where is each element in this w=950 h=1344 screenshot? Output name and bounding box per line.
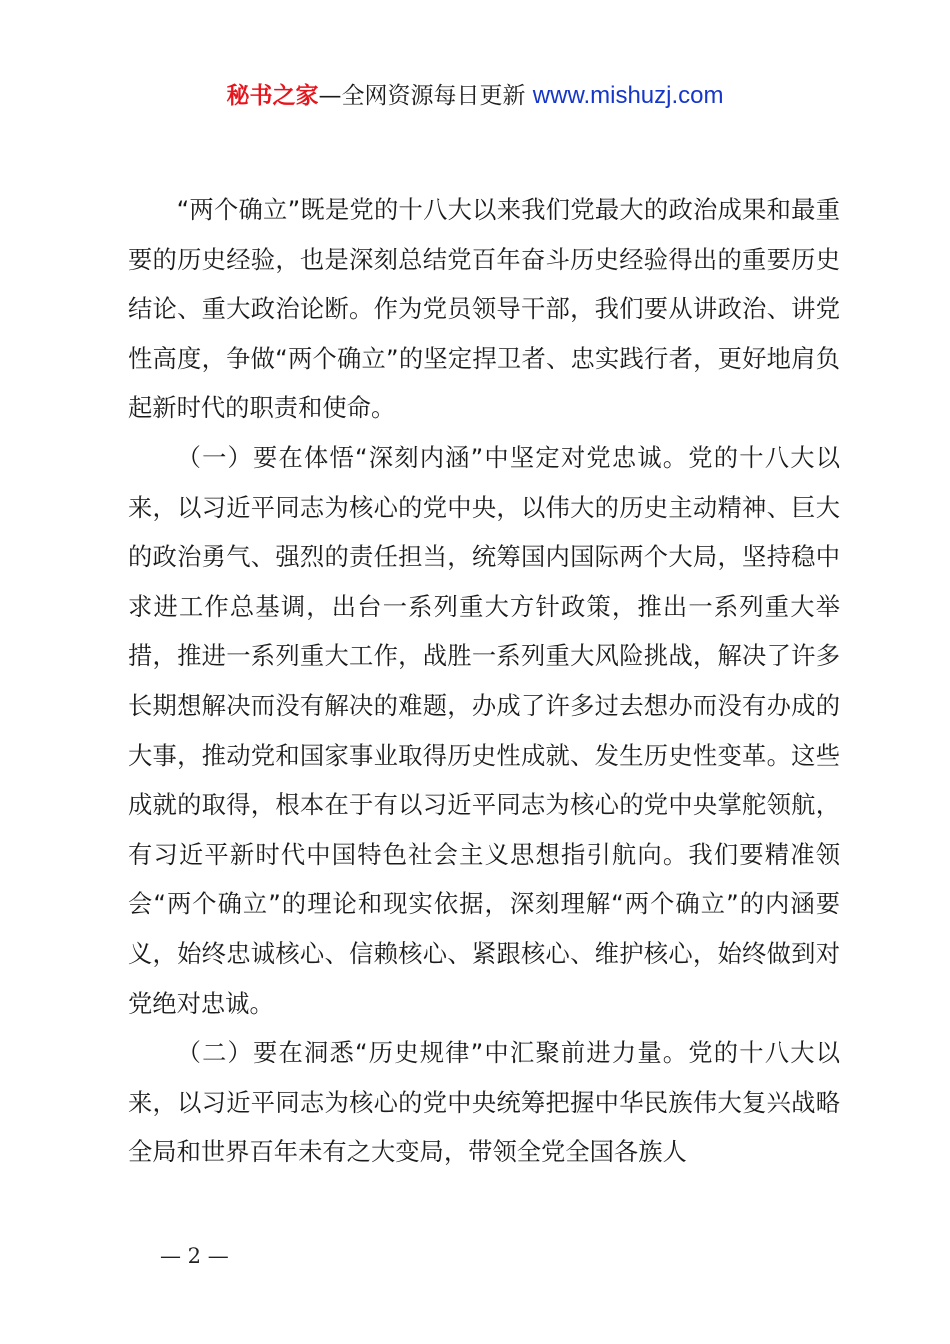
header-slogan: —全网资源每日更新 <box>318 83 526 109</box>
site-url-link[interactable]: www.mishuzj.com <box>532 82 724 109</box>
paragraph-section-2: （二）要在洞悉“历史规律”中汇聚前进力量。党的十八大以来，以习近平同志为核心的党中央统筹把握中华民族伟大复兴战略全局和世界百年未有之大变局，带领全党全国各族人 <box>128 1038 840 1167</box>
document-body <box>128 185 840 1177</box>
paragraph-intro: “两个确立”既是党的十八大以来我们党最大的政治成果和最重要的历史经验，也是深刻总结党百年奋斗历史经验得出的重要历史结论、重大政治论断。作为党员领导干部，我们要从讲政治、讲党性高度，争做“两个确立”的坚定捍卫者、忠实践行者，更好地肩负起新时代的职责和使命。 <box>128 195 840 423</box>
paragraph-section-1: （一）要在体悟“深刻内涵”中坚定对党忠诚。党的十八大以来，以习近平同志为核心的党中央，以伟大的历史主动精神、巨大的政治勇气、强烈的责任担当，统筹国内国际两个大局，坚持稳中求进工作总基调，出台一系列重大方针政策，推出一系列重大举措，推进一系列重大工作，战胜一系列重大风险挑战，解决了许多长期想解决而没有解决的难题，办成了许多过去想办而没有办成的大事，推动党和国家事业取得历史性成就、发生历史性变革。这些成就的取得，根本在于有以习近平同志为核心的党中央掌舵领航，有习近平新时代中国特色社会主义思想指引航向。我们要精准领会“两个确立”的理论和现实依据，深刻理解“两个确立”的内涵要义，始终忠诚核心、信赖核心、紧跟核心、维护核心，始终做到对党绝对忠诚。 <box>128 442 840 1018</box>
page-number: — 2 — <box>160 1244 229 1268</box>
site-header <box>0 80 950 112</box>
brand-name: 秘书之家 <box>226 83 319 109</box>
